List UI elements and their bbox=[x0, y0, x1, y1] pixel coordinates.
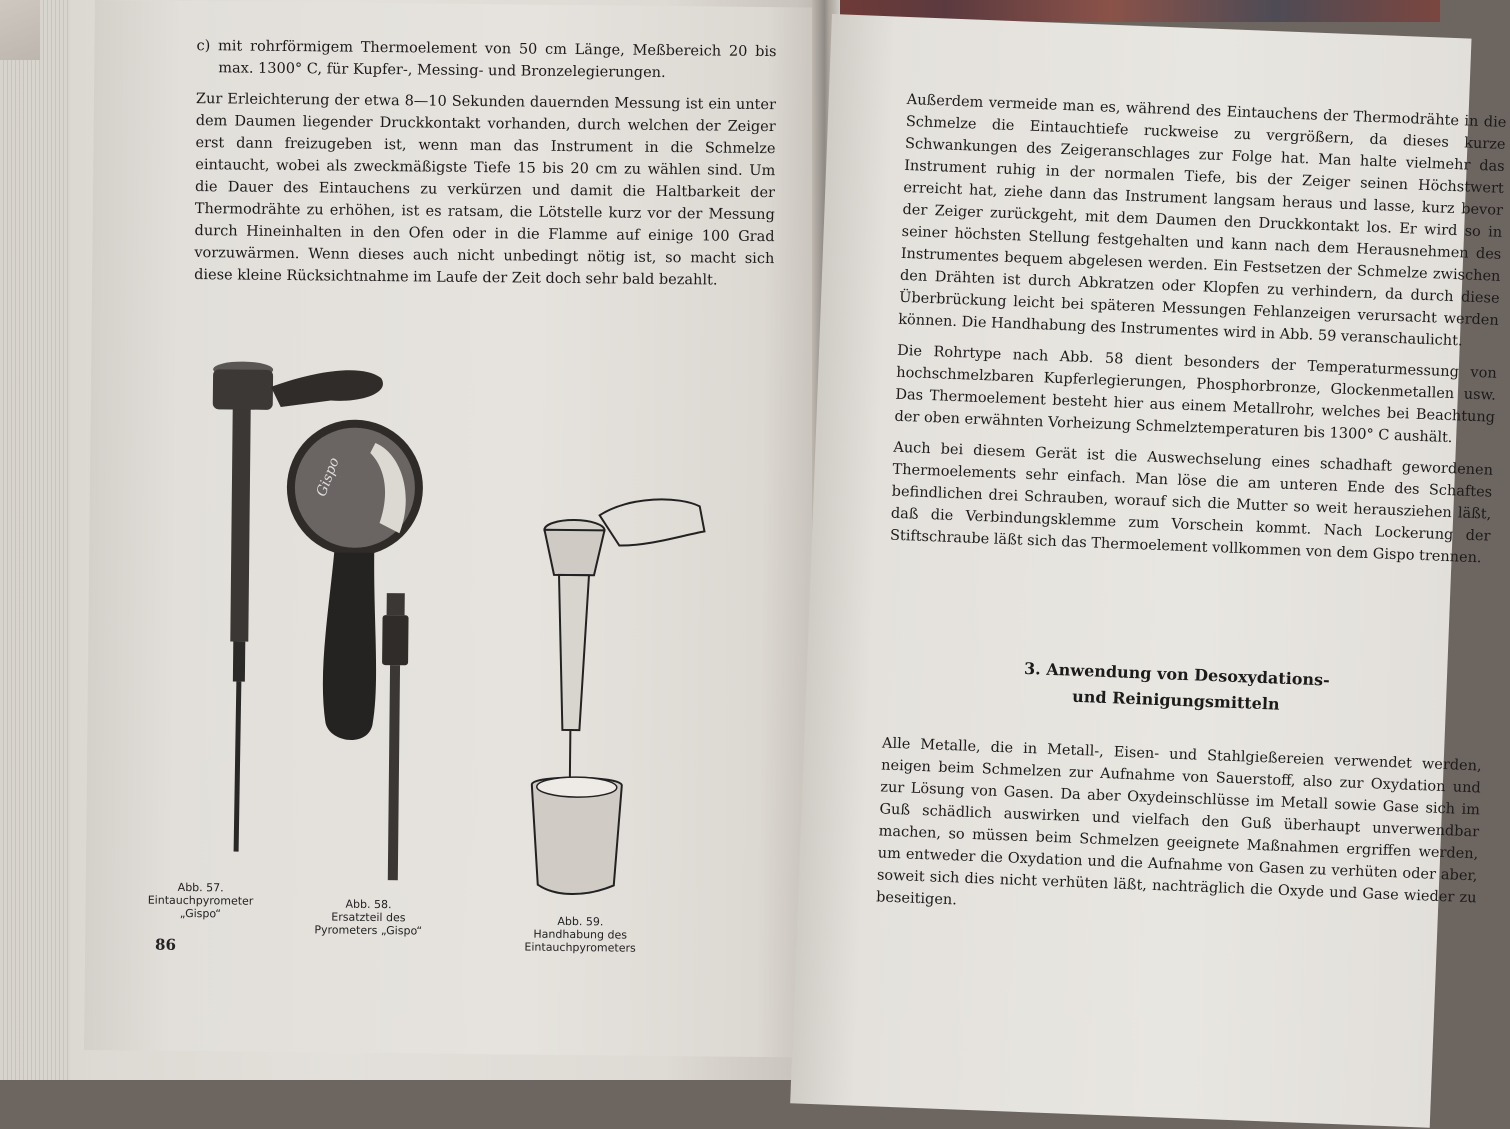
caption-fig59-line2: Eintauchpyrometers bbox=[524, 940, 636, 955]
fig58-illustration bbox=[364, 593, 427, 894]
caption-fig58 bbox=[303, 897, 433, 937]
paragraph-replacement: Auch bei diesem Gerät ist die Auswechselung eines schadhaft gewordenen Thermoelements sehr einfach. Man löse die am unteren Ende des Schaftes befindlichen drei Schrauben, worauf sich die Mutter so weit herausziehen läßt, daß die Verbindungsklemme zum Vorschein kommt. Nach Lockerung der Stiftschraube läßt sich das Thermoelement vollkommen von dem Gispo trennen. bbox=[889, 439, 1494, 567]
pyrometer-cup-body bbox=[544, 530, 604, 576]
part-coupling bbox=[382, 615, 409, 665]
section-heading-line1: 3. Anwendung von Desoxydations- bbox=[1023, 658, 1331, 690]
caption-fig58-number: Abb. 58. bbox=[345, 897, 392, 912]
section-heading bbox=[946, 653, 1408, 723]
right-page bbox=[790, 14, 1507, 1128]
paragraph-measurement: Zur Erleichterung der etwa 8—10 Sekunden dauernden Messung ist ein unter dem Daumen liegender Druckkontakt vorhanden, durch welchen der Zeiger erst dann freizugeben ist, wenn man das Instrument in die Schmelze eintaucht, wobei als zweckmäßigste Tiefe 15 bis 20 cm zu wählen sind. Um die Dauer des Eintauchens zu verkürzen und damit die Haltbarkeit der Thermodrähte zu erhöhen, ist es ratsam, die Lötstelle kurz vor der Messung durch Hineinhalten in den Ofen oder in die Flamme auf einige 100 Grad vorzuwärmen. Wenn dieses auch nicht unbedingt nötig ist, so macht sich diese kleine Rücksichtnahme im Laufe der Zeit doch sehr bald bezahlt. bbox=[194, 91, 777, 289]
left-text-block bbox=[194, 35, 777, 301]
caption-fig58-line2: Pyrometers „Gispo“ bbox=[314, 923, 423, 938]
paragraph-deoxidation: Alle Metalle, die in Metall-, Eisen- und Stahlgießereien verwendet werden, neigen beim Schmelzen zur Aufnahme von Sauerstoff, also zur Oxydation und zur Lösung von Gasen. Da aber Oxydeinschlüsse im Metall sowie Gase sich im Guß schädlich auswirken und vielfach den Guß überhaupt unverwendbar machen, so müssen beim Schmelzen geeignete Maßnahmen ergriffen werden, um entweder die Oxydation und die Aufnahme von Gasen zu verhüten oder aber, soweit sich dies nicht verhüten läßt, nachträglich die Oxyde und Gase wieder zu beseitigen. bbox=[875, 735, 1482, 909]
paragraph-tube-type: Die Rohrtype nach Abb. 58 dient besonders der Temperaturmessung von hochschmelzbaren Kupferlegierungen, Phosphorbronze, Glockenmetallen usw. Das Thermoelement besteht hier aus einem Metallrohr, welches bei Beachtung der oben erwähnten Vorheizung Schmelztemperaturen bis 1300° C aushält. bbox=[894, 342, 1497, 447]
right-text-block bbox=[889, 89, 1506, 579]
pyrometer-head bbox=[213, 369, 273, 410]
left-page bbox=[84, 0, 825, 1058]
caption-fig57 bbox=[145, 881, 255, 921]
caption-fig59 bbox=[505, 914, 655, 955]
pyrometer-thumb-handle bbox=[271, 369, 383, 408]
dial-brand-label: Gispo bbox=[313, 455, 343, 499]
caption-fig57-number: Abb. 57. bbox=[177, 880, 224, 895]
caption-fig57-line2: „Gispo“ bbox=[179, 906, 222, 921]
pyrometer-tube bbox=[557, 575, 589, 730]
fig59-illustration bbox=[526, 485, 730, 907]
list-item-c: c) mit rohrförmigem Thermoelement von 50 cm Länge, Meßbereich 20 bis max. 1300° C, für Kupfer-, Messing- und Bronzelegierungen. bbox=[196, 38, 777, 81]
pyrometer-shaft-lower bbox=[233, 641, 245, 681]
caption-fig59-line1: Handhabung des bbox=[533, 927, 628, 942]
pyrometer-rod bbox=[236, 682, 239, 852]
caption-fig57-line1: Eintauchpyrometer bbox=[147, 893, 254, 908]
pyrometer-shaft bbox=[230, 391, 251, 641]
caption-fig59-number: Abb. 59. bbox=[557, 914, 604, 929]
page-edges bbox=[0, 0, 70, 1080]
part-tube bbox=[388, 665, 400, 880]
part-terminal bbox=[387, 593, 405, 615]
right-text-block-2 bbox=[875, 732, 1482, 940]
tape-corner bbox=[0, 0, 40, 60]
caption-fig58-line1: Ersatzteil des bbox=[331, 910, 406, 925]
page-number: 86 bbox=[155, 935, 177, 954]
section-heading-line2: und Reinigungsmitteln bbox=[1071, 686, 1281, 714]
hand-outline bbox=[599, 499, 704, 547]
paragraph-immersion: Außerdem vermeide man es, während des Eintauchens der Thermodrähte in die Schmelze die Eintauchtiefe ruckweise zu vergrößern, da dieses kurze Schwankungen des Zeigeranschlages zur Folge hat. Man halte vielmehr das Instrument ruhig in der normalen Tiefe, bis der Zeiger seinen Höchstwert erreicht hat, ziehe dann das Instrument langsam heraus und lasse, kurz bevor der Zeiger zurückgeht, mit dem Daumen den Druckkontakt los. Er wird so in seiner höchsten Stellung festgehalten und kann nach dem Herausnehmen des Instrumentes bequem abgelesen werden. Ein Festsetzen der Schmelze zwischen den Drähten ist durch Abkratzen oder Klopfen zu verhindern, da durch diese Überbrückung leicht bei späteren Messungen Fehlanzeigen verursacht werden können. Die Handhabung des Instrumentes wird in Abb. 59 veranschaulicht. bbox=[898, 91, 1507, 350]
crucible-melt bbox=[537, 777, 617, 798]
